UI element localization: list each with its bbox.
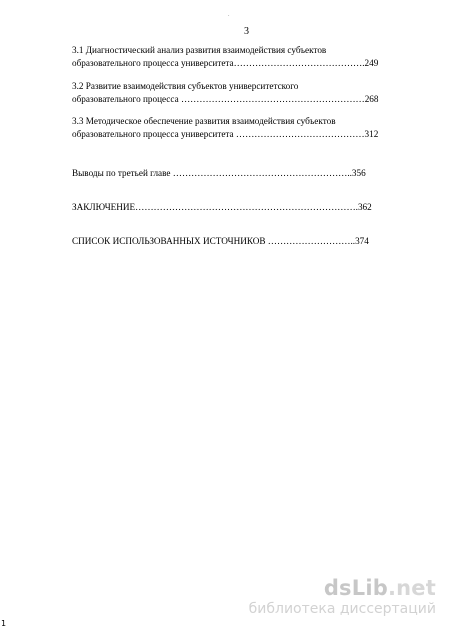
toc-entry-references xyxy=(72,235,410,248)
toc-entry-3-2 xyxy=(72,80,410,106)
page-number: 3 xyxy=(244,26,249,37)
toc-entry-title: Выводы по третьей главе …………………………………………………..356 xyxy=(72,168,366,178)
watermark-subtitle: библиотека диссертаций xyxy=(248,601,436,617)
logo-suffix: .net xyxy=(387,576,436,600)
toc-entry-title: ЗАКЛЮЧЕНИЕ……………………………………………………………….362 xyxy=(72,202,372,212)
toc-entry-3-3 xyxy=(72,115,410,141)
toc-entry-continuation: образовательного процесса университета ……………………………………312 xyxy=(72,129,379,139)
toc-entry-continuation: образовательного процесса университета…………………………………….249 xyxy=(72,58,379,68)
dslib-watermark xyxy=(249,577,436,617)
logo-main: dsLib xyxy=(323,576,388,600)
dslib-logo xyxy=(249,577,436,599)
toc-entry-title: 3.3 Методическое обеспечение развития взаимодействия субъектов xyxy=(72,116,336,126)
toc-entry-title: СПИСОК ИСПОЛЬЗОВАННЫХ ИСТОЧНИКОВ ………………………..374 xyxy=(72,236,369,246)
top-mark: . xyxy=(228,12,230,18)
edge-mark: 1 xyxy=(1,619,7,628)
toc-entry-title: 3.1 Диагностический анализ развития взаимодействия субъектов xyxy=(72,45,327,55)
toc-entry-summary xyxy=(72,201,410,214)
toc-entry-title: 3.2 Развитие взаимодействия субъектов университетского xyxy=(72,81,299,91)
toc-entry-continuation: образовательного процесса ……………………………………………………268 xyxy=(72,94,379,104)
toc-entry-conclusions xyxy=(72,167,410,180)
toc-entry-3-1 xyxy=(72,44,410,70)
